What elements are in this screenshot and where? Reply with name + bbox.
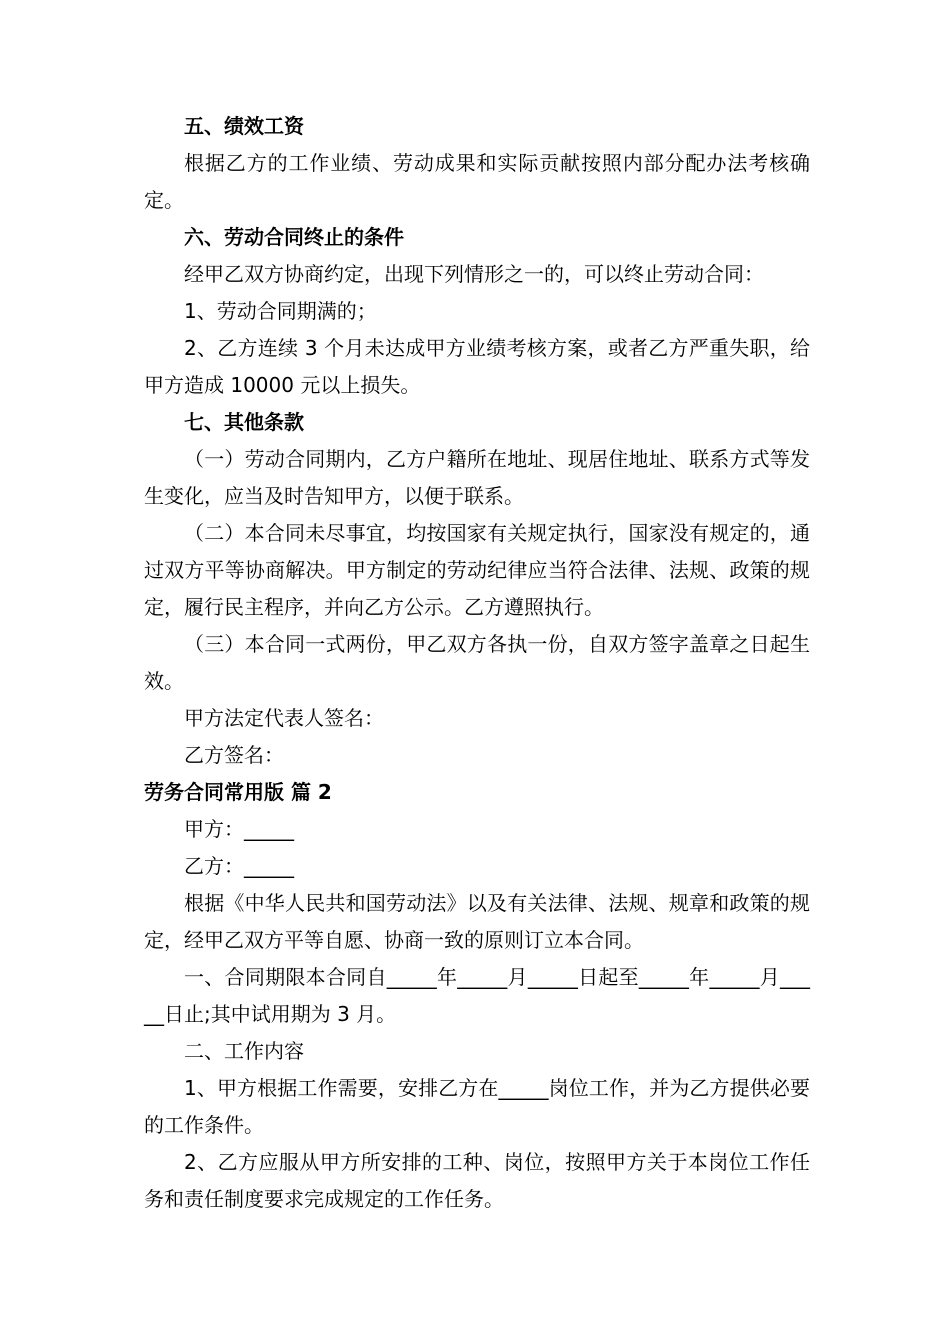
paragraph-work-content-1: 1、甲方根据工作需要，安排乙方在_____岗位工作，并为乙方提供必要的工作条件。: [144, 1076, 810, 1137]
section-heading-performance-pay: 五、绩效工资: [184, 114, 304, 138]
party-a-field: 甲方：_____: [184, 817, 294, 841]
paragraph-other-terms-3: （三）本合同一式两份，甲乙双方各执一份，自双方签字盖章之日起生效。: [144, 632, 810, 693]
contract-title-part-2: 劳务合同常用版 篇 2: [144, 780, 332, 804]
section-heading-termination: 六、劳动合同终止的条件: [184, 225, 404, 249]
party-b-field: 乙方：_____: [184, 854, 294, 878]
signature-line-party-a: 甲方法定代表人签名：: [184, 706, 384, 730]
section-heading-other-terms: 七、其他条款: [184, 410, 304, 434]
document-body: [144, 108, 810, 1218]
signature-line-party-b: 乙方签名：: [184, 743, 284, 767]
paragraph-preamble: 根据《中华人民共和国劳动法》以及有关法律、法规、规章和政策的规定，经甲乙双方平等自愿、协商一致的原则订立本合同。: [144, 891, 810, 952]
paragraph-work-content-2: 2、乙方应服从甲方所安排的工种、岗位，按照甲方关于本岗位工作任务和责任制度要求完成规定的工作任务。: [144, 1150, 810, 1211]
paragraph-termination-intro: 经甲乙双方协商约定，出现下列情形之一的，可以终止劳动合同：: [184, 262, 764, 286]
paragraph-work-content-heading: 二、工作内容: [184, 1039, 304, 1063]
paragraph-termination-item-1: 1、劳动合同期满的；: [184, 299, 377, 323]
paragraph-contract-term: 一、合同期限本合同自_____年_____月_____日起至_____年_____月_____日止;其中试用期为 3 月。: [144, 965, 810, 1026]
paragraph-termination-item-2: 2、乙方连续 3 个月未达成甲方业绩考核方案，或者乙方严重失职，给甲方造成 10000 元以上损失。: [144, 336, 810, 397]
paragraph-performance-pay: 根据乙方的工作业绩、劳动成果和实际贡献按照内部分配办法考核确定。: [144, 151, 810, 212]
paragraph-other-terms-1: （一）劳动合同期内，乙方户籍所在地址、现居住地址、联系方式等发生变化，应当及时告知甲方，以便于联系。: [144, 447, 810, 508]
paragraph-other-terms-2: （二）本合同未尽事宜，均按国家有关规定执行，国家没有规定的，通过双方平等协商解决。甲方制定的劳动纪律应当符合法律、法规、政策的规定，履行民主程序，并向乙方公示。乙方遵照执行。: [144, 521, 810, 619]
